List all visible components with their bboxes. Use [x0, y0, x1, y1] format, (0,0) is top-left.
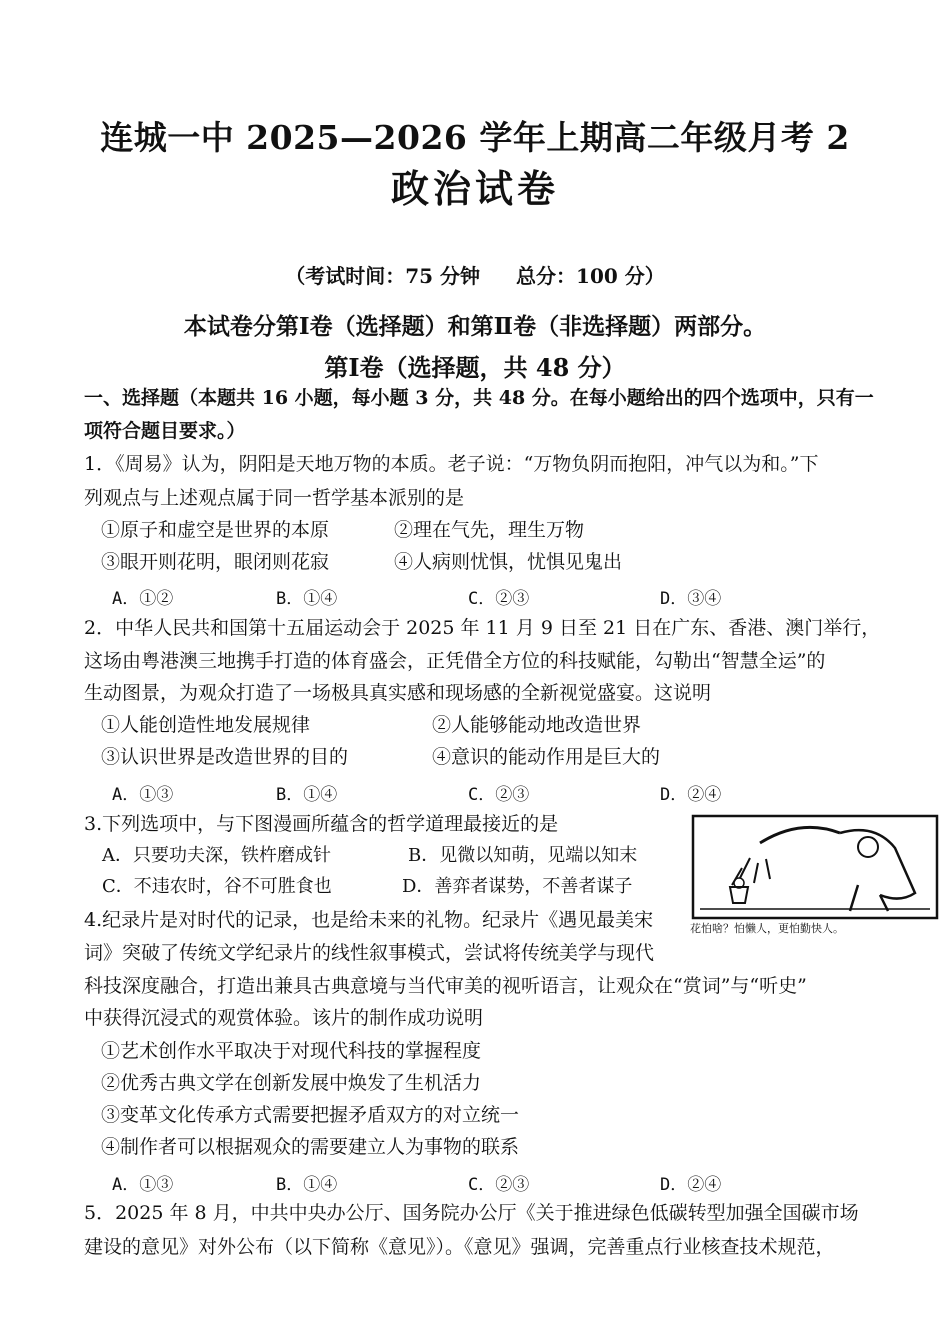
q2-item-3: ③认识世界是改造世界的目的: [101, 746, 349, 768]
q4-item-1: ①艺术创作水平取决于对现代科技的掌握程度: [101, 1040, 482, 1062]
cartoon-caption: 花怕啥？怕懒人，更怕勤快人。: [690, 922, 844, 935]
question-4-stem-cont-3: 中获得沉浸式的观赏体验。该片的制作成功说明: [84, 1007, 484, 1029]
q4-choice-a[interactable]: A．①③: [112, 1175, 174, 1195]
section-heading-cont: 项符合题目要求。）: [84, 420, 246, 442]
q4-item-3: ③变革文化传承方式需要把握矛盾双方的对立统一: [101, 1104, 520, 1126]
question-1-stem-cont: 列观点与上述观点属于同一哲学基本派别的是: [84, 487, 465, 509]
cartoon-frame: [693, 816, 937, 918]
q1-choice-c[interactable]: C．②③: [468, 589, 530, 609]
q4-choice-c[interactable]: C．②③: [468, 1175, 530, 1195]
cartoon-flowerpot: [730, 887, 748, 903]
q4-choice-d[interactable]: D．②④: [660, 1175, 722, 1195]
q1-choice-d[interactable]: D．③④: [660, 589, 722, 609]
q1-choice-b[interactable]: B．①④: [276, 589, 338, 609]
q3-choice-c[interactable]: C．不违农时，谷不可胜食也: [102, 876, 332, 897]
question-3-stem: 3.下列选项中，与下图漫画所蕴含的哲学道理最接近的是: [84, 813, 559, 835]
total-score: 总分：100 分）: [516, 264, 665, 288]
question-4-stem-cont-1: 词》突破了传统文学纪录片的线性叙事模式，尝试将传统美学与现代: [84, 942, 655, 964]
q2-choice-b[interactable]: B．①④: [276, 785, 338, 805]
q1-choice-a[interactable]: A．①②: [112, 589, 174, 609]
part-one-title: 第Ⅰ卷（选择题，共 48 分）: [324, 353, 626, 382]
q2-choice-c[interactable]: C．②③: [468, 785, 530, 805]
question-1-stem: 1．《周易》认为，阴阳是天地万物的本质。老子说：“万物负阴而抱阳，冲气以为和。”下: [84, 453, 819, 475]
q3-choice-a[interactable]: A．只要功夫深，铁杵磨成针: [102, 845, 331, 866]
q1-item-4: ④人病则忧惧，忧惧见鬼出: [394, 551, 623, 573]
section-heading: 一、选择题（本题共 16 小题，每小题 3 分，共 48 分。在每小题给出的四个选项中，只有一: [84, 387, 874, 409]
q1-item-1: ①原子和虚空是世界的本原: [101, 519, 330, 541]
exam-subject-title: 政治试卷: [390, 166, 559, 211]
q2-item-4: ④意识的能动作用是巨大的: [432, 746, 661, 768]
q2-choice-d[interactable]: D．②④: [660, 785, 722, 805]
q4-item-4: ④制作者可以根据观众的需要建立人为事物的联系: [101, 1136, 520, 1158]
q1-item-2: ②理在气先，理生万物: [394, 519, 585, 541]
exam-info: [0, 260, 950, 289]
question-5-stem-cont: 建设的意见》对外公布（以下简称《意见》）。《意见》强调，完善重点行业核查技术规范，: [84, 1236, 835, 1258]
question-2-stem-cont-2: 生动图景，为观众打造了一场极具真实感和现场感的全新视觉盛宴。这说明: [84, 682, 712, 704]
exam-time: （考试时间：75 分钟: [285, 264, 481, 288]
q2-item-2: ②人能够能动地改造世界: [432, 714, 642, 736]
q2-item-1: ①人能创造性地发展规律: [101, 714, 311, 736]
question-4-stem: 4.纪录片是对时代的记录，也是给未来的礼物。纪录片《遇见最美宋: [84, 909, 654, 931]
exam-intro: 本试卷分第Ⅰ卷（选择题）和第Ⅱ卷（非选择题）两部分。: [183, 313, 767, 340]
q1-item-3: ③眼开则花明，眼闭则花寂: [101, 551, 330, 573]
q3-choice-b[interactable]: B．见微以知萌，见端以知末: [408, 845, 638, 866]
q2-choice-a[interactable]: A．①③: [112, 785, 174, 805]
question-4-stem-cont-2: 科技深度融合，打造出兼具古典意境与当代审美的视听语言，让观众在“赏词”与“听史”: [84, 975, 807, 997]
question-2-stem-cont-1: 这场由粤港澳三地携手打造的体育盛会，正凭借全方位的科技赋能，勾勒出“智慧全运”的: [84, 650, 826, 672]
q4-choice-b[interactable]: B．①④: [276, 1175, 338, 1195]
q4-item-2: ②优秀古典文学在创新发展中焕发了生机活力: [101, 1072, 482, 1094]
question-2-stem: 2．中华人民共和国第十五届运动会于 2025 年 11 月 9 日至 21 日在广东、香港、澳门举行，: [84, 617, 881, 639]
exam-title: 连城一中 2025—2026 学年上期高二年级月考 2: [100, 118, 850, 157]
question-5-stem: 5．2025 年 8 月，中共中央办公厅、国务院办公厅《关于推进绿色低碳转型加强全国碳市场: [84, 1202, 859, 1224]
q3-choice-d[interactable]: D．善弈者谋势，不善者谋子: [402, 876, 633, 897]
